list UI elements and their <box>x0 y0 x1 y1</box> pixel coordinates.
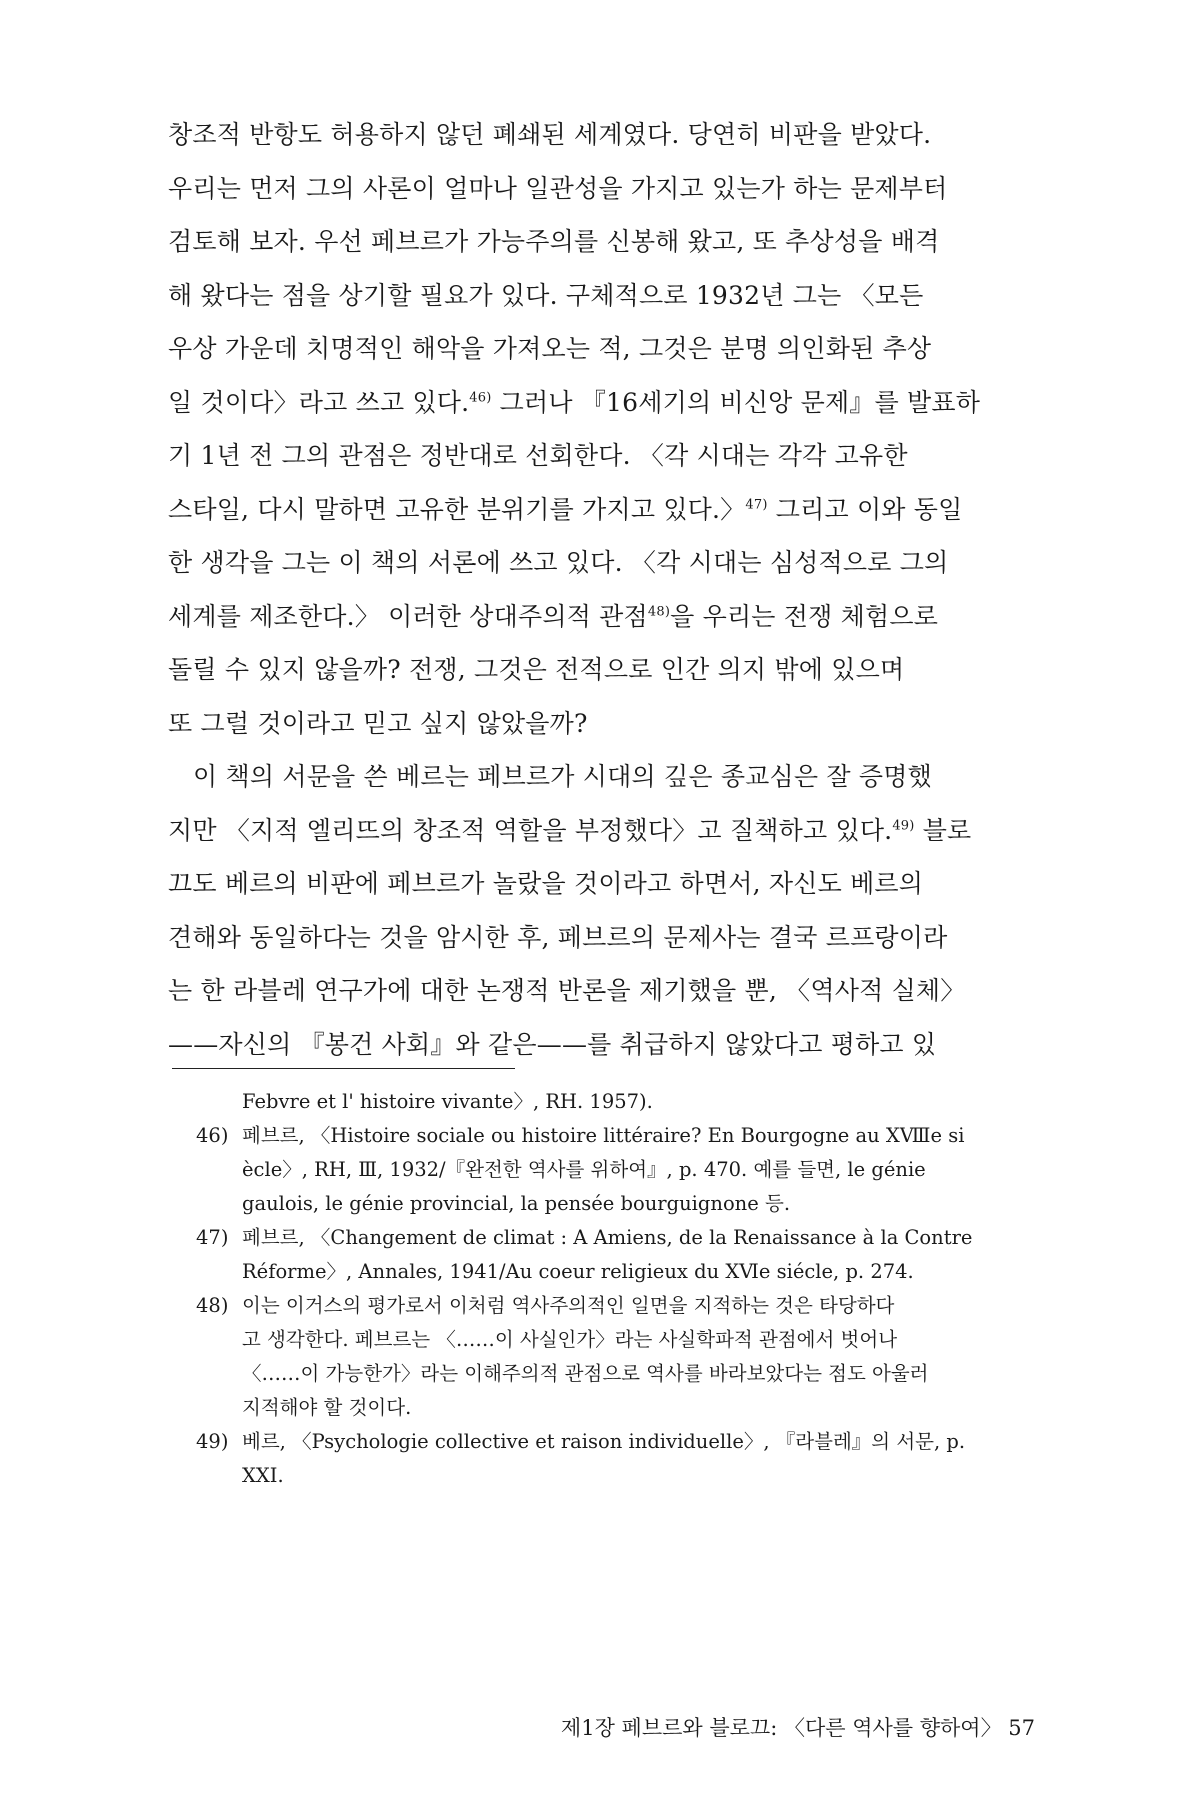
text-line <box>168 483 1030 537</box>
footnote-48 <box>196 1289 1036 1425</box>
running-footer: 제1장 페브르와 블로끄: 〈다른 역사를 향하여〉 57 <box>560 1716 1035 1740</box>
footnote-line: 지적해야 할 것이다. <box>242 1396 412 1419</box>
text-segment: 지만 〈지적 엘리뜨의 창조적 역할을 부정했다〉고 질책하고 있다. <box>168 815 893 845</box>
footnote-ref-46: 46) <box>469 390 492 406</box>
footnote-ref-49: 49) <box>892 818 915 834</box>
text-line: 우상 가운데 치명적인 해악을 가져오는 적, 그것은 분명 의인화된 추상 <box>168 334 932 363</box>
text-segment: 그러나 『16세기의 비신앙 문제』를 발표하 <box>491 387 981 417</box>
footnote-continuation <box>196 1085 1036 1119</box>
text-line: 우리는 먼저 그의 사론이 얼마나 일관성을 가지고 있는가 하는 문제부터 <box>168 173 948 203</box>
text-line: 또 그럴 것이라고 믿고 싶지 않았을까? <box>168 708 588 738</box>
text-line: 끄도 베르의 비판에 페브르가 놀랐을 것이라고 하면서, 자신도 베르의 <box>168 869 924 898</box>
text-line <box>168 376 1030 430</box>
text-line: 창조적 반항도 허용하지 않던 폐쇄된 세계였다. 당연히 비판을 받았다. <box>168 120 932 149</box>
footnote-line: ècle〉, RH, Ⅲ, 1932/『완전한 역사를 위하여』, p. 470. 예를 들면, le génie <box>242 1158 926 1181</box>
footnote-line: 〈……이 가능한가〉라는 이해주의적 관점으로 역사를 바라보았다는 점도 아울러 <box>242 1362 929 1385</box>
text-segment: 일 것이다〉라고 쓰고 있다. <box>168 387 470 417</box>
footnote-number: 48) <box>196 1294 229 1317</box>
text-segment: 스타일, 다시 말하면 고유한 분위기를 가지고 있다.〉 <box>168 494 746 524</box>
footnote-number: 46) <box>196 1124 229 1147</box>
footnote-46 <box>196 1119 1036 1221</box>
text-line: 한 생각을 그는 이 책의 서론에 쓰고 있다. 〈각 시대는 심성적으로 그의 <box>168 548 949 577</box>
text-line: 검토해 보자. 우선 페브르가 가능주의를 신봉해 왔고, 또 추상성을 배격 <box>168 227 940 256</box>
footnote-ref-48: 48) <box>647 604 671 620</box>
footnote-line: XXI. <box>242 1464 284 1487</box>
text-line: ——자신의 『봉건 사회』와 같은——를 취급하지 않았다고 평하고 있 <box>168 1029 937 1059</box>
footnote-line: 고 생각한다. 페브르는 〈……이 사실인가〉라는 사실학파적 관점에서 벗어나 <box>242 1328 898 1351</box>
footnote-line: 페브르, 〈Histoire sociale ou histoire littéraire? En Bourgogne au XⅧe si <box>242 1124 965 1147</box>
main-text <box>168 108 1030 1071</box>
text-segment: 세계를 제조한다.〉 이러한 상대주의적 관점 <box>168 601 648 631</box>
footnote-number: 49) <box>196 1430 229 1453</box>
footnotes <box>196 1085 1036 1493</box>
text-line: 돌릴 수 있지 않을까? 전쟁, 그것은 전적으로 인간 의지 밖에 있으며 <box>168 655 905 684</box>
text-segment: 을 우리는 전쟁 체험으로 <box>670 601 939 631</box>
footnote-ref-47: 47) <box>745 497 768 513</box>
footnote-line: 이는 이거스의 평가로서 이처럼 역사주의적인 일면을 지적하는 것은 타당하다 <box>242 1294 895 1317</box>
paragraph-start-line: 이 책의 서문을 쓴 베르는 페브르가 시대의 깊은 종교심은 잘 증명했 <box>193 762 932 791</box>
footnote-number: 47) <box>196 1226 229 1249</box>
text-segment: 블로 <box>914 815 972 845</box>
text-line <box>168 590 1030 644</box>
text-line: 는 한 라블레 연구가에 대한 논쟁적 반론을 제기했을 뿐, 〈역사적 실체〉 <box>168 976 966 1005</box>
text-segment: 그리고 이와 동일 <box>767 494 963 524</box>
text-line <box>168 804 1030 858</box>
text-line: 해 왔다는 점을 상기할 필요가 있다. 구체적으로 1932년 그는 〈모든 <box>168 280 924 310</box>
footnote-line: 베르, 〈Psychologie collective et raison individuelle〉, 『라블레』의 서문, p. <box>242 1430 966 1453</box>
footnote-49 <box>196 1425 1036 1493</box>
footnote-divider <box>172 1068 515 1069</box>
footnote-line: gaulois, le génie provincial, la pensée bourguignone 등. <box>242 1192 791 1215</box>
footnote-line: Réforme〉, Annales, 1941/Au coeur religieux du XⅥe siécle, p. 274. <box>242 1260 914 1283</box>
footnote-line: Febvre et l' histoire vivante〉, RH. 1957). <box>242 1090 653 1113</box>
text-line: 견해와 동일하다는 것을 암시한 후, 페브르의 문제사는 결국 르프랑이라 <box>168 922 948 952</box>
footnote-line: 페브르, 〈Changement de climat : A Amiens, de la Renaissance à la Contre <box>242 1226 973 1249</box>
text-line: 기 1년 전 그의 관점은 정반대로 선회한다. 〈각 시대는 각각 고유한 <box>168 441 908 470</box>
footnote-47 <box>196 1221 1036 1289</box>
